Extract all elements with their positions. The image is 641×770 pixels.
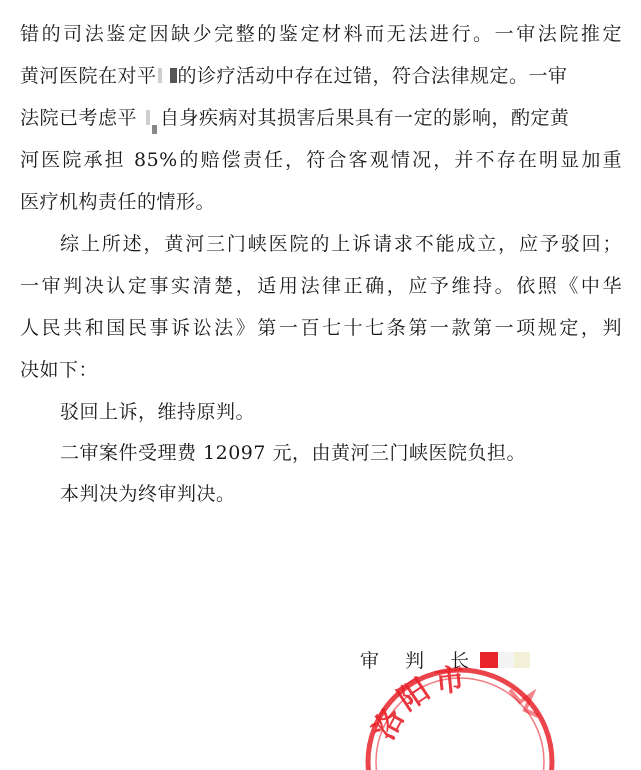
svg-text:洛阳市 xyxy=(367,662,471,746)
seal-text: 洛阳市 xyxy=(366,661,471,746)
ruling-item-1: 驳回上诉，维持原判。 xyxy=(60,401,256,423)
redaction-mark xyxy=(146,110,150,125)
ruling-item-2: 二审案件受理费 12097 元，由黄河三门峡医院负担。 xyxy=(60,442,527,464)
paragraph-2-line-2: 一审判决认定事实清楚，适用法律正确，应予维持。依照《中华 xyxy=(20,275,622,297)
redaction-mark xyxy=(158,68,162,83)
signature-label: 审 判 长 xyxy=(360,650,480,672)
paragraph-2-line-1: 综上所述，黄河三门峡医院的上诉请求不能成立，应予驳回； xyxy=(60,233,622,255)
court-seal-icon xyxy=(360,650,560,770)
redaction-mark xyxy=(152,125,157,134)
ruling-item-3: 本判决为终审判决。 xyxy=(60,483,236,505)
redaction-mark xyxy=(170,68,177,83)
paragraph-1-line-3-start: 法院已考虑平 xyxy=(20,107,138,129)
paragraph-1-line-2-end: 的诊疗活动中存在过错，符合法律规定。一审 xyxy=(177,65,568,87)
paragraph-1-line-2 xyxy=(20,64,622,88)
paragraph-1-line-5: 医疗机构责任的情形。 xyxy=(20,191,216,213)
paragraph-1-line-1: 错的司法鉴定因缺少完整的鉴定材料而无法进行。一审法院推定 xyxy=(20,23,622,45)
paragraph-1-line-4: 河医院承担 85%的赔偿责任，符合客观情况，并不存在明显加重 xyxy=(20,149,622,171)
paragraph-2-line-3: 人民共和国民事诉讼法》第一百七十七条第一款第一项规定，判 xyxy=(20,317,622,339)
paragraph-1-line-3-end: 自身疾病对其损害后果具有一定的影响，酌定黄 xyxy=(160,107,570,129)
paragraph-1-line-3 xyxy=(20,106,622,134)
paragraph-1-line-2-start: 黄河医院在对平 xyxy=(20,65,157,87)
paragraph-2-line-4: 决如下： xyxy=(20,359,99,381)
